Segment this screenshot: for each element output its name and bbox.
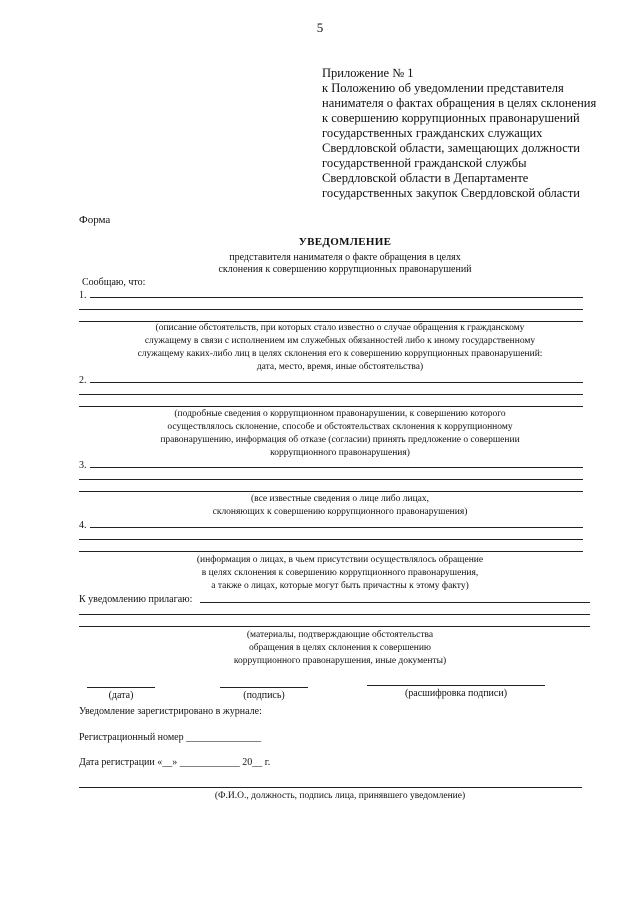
attach-caption: (материалы, подтверждающие обстоятельства <box>246 630 434 640</box>
item-caption: в целях склонения к совершению коррупционного правонарушения, <box>201 568 479 578</box>
item-number: 1. <box>79 290 87 301</box>
input-line <box>79 321 583 322</box>
item-caption: (подробные сведения о коррупционном правонарушении, к совершению которого <box>174 409 506 419</box>
input-line <box>79 626 590 627</box>
item-number: 3. <box>79 460 87 471</box>
appendix-line: государственной гражданской службы <box>322 156 527 170</box>
attach-label: К уведомлению прилагаю: <box>79 594 193 605</box>
document-title: УВЕДОМЛЕНИЕ <box>298 236 392 248</box>
page-number: 5 <box>316 20 324 35</box>
appendix-line: Приложение № 1 <box>322 66 414 80</box>
item-number: 4. <box>79 520 87 531</box>
input-line <box>79 309 583 310</box>
date-caption: (дата) <box>108 690 134 701</box>
date-line <box>87 687 155 688</box>
input-line <box>90 527 583 528</box>
appendix-line: государственных гражданских служащих <box>322 126 543 140</box>
input-line <box>79 491 583 492</box>
item-number: 2. <box>79 375 87 386</box>
input-line <box>79 394 583 395</box>
input-line <box>79 539 583 540</box>
input-line <box>79 551 583 552</box>
sign-caption: (подпись) <box>243 690 285 701</box>
item-caption: (все известные сведения о лице либо лицах, <box>250 494 430 504</box>
appendix-line: Свердловской области в Департаменте <box>322 171 529 185</box>
input-line <box>79 479 583 480</box>
item-caption: служащему в связи с исполнением им служебных обязанностей либо к иному государственному <box>144 336 536 346</box>
input-line <box>90 382 583 383</box>
input-line <box>90 297 583 298</box>
registered-text: Уведомление зарегистрировано в журнале: <box>79 706 262 717</box>
input-line <box>79 614 590 615</box>
document-subtitle: представителя нанимателя о факте обращения в целях <box>229 252 461 263</box>
appendix-line: к Положению об уведомлении представителя <box>322 81 564 95</box>
fio-caption: (Ф.И.О., должность, подпись лица, принявшего уведомление) <box>214 791 466 801</box>
intro-text: Сообщаю, что: <box>82 277 146 288</box>
document-subtitle: склонения к совершению коррупционных правонарушений <box>218 264 472 275</box>
item-caption: дата, место, время, иные обстоятельства) <box>256 362 424 372</box>
appendix-line: к совершению коррупционных правонарушений <box>322 111 580 125</box>
input-line <box>90 467 583 468</box>
attach-caption: обращения в целях склонения к совершению <box>248 643 432 653</box>
input-line <box>79 406 583 407</box>
attach-caption: коррупционного правонарушения, иные документы) <box>233 656 447 666</box>
reg-date: Дата регистрации «__» ____________ 20__ г. <box>79 757 271 768</box>
fio-line <box>79 787 582 788</box>
form-label: Форма <box>79 214 111 226</box>
sign-line <box>220 687 308 688</box>
item-caption: коррупционного правонарушения) <box>270 448 410 458</box>
reg-number: Регистрационный номер _______________ <box>79 732 262 743</box>
decode-line <box>367 685 545 686</box>
item-caption: а также о лицах, которые могут быть причастны к этому факту) <box>211 581 469 591</box>
item-caption: служащему каких-либо лиц в целях склонения его к совершению коррупционных правонарушений: <box>137 349 543 359</box>
item-caption: осуществлялось склонение, способе и обстоятельствах склонения к коррупционному <box>167 422 513 432</box>
item-caption: правонарушению, информация об отказе (согласии) принять предложение о совершении <box>160 435 520 445</box>
appendix-line: Свердловской области, замещающих должности <box>322 141 580 155</box>
decode-caption: (расшифровка подписи) <box>404 688 508 699</box>
input-line <box>200 602 590 603</box>
appendix-line: нанимателя о фактах обращения в целях склонения <box>322 96 597 110</box>
item-caption: (описание обстоятельств, при которых стало известно о случае обращения к гражданскому <box>155 323 525 333</box>
item-caption: (информация о лицах, в чьем присутствии осуществлялось обращение <box>196 555 484 565</box>
item-caption: склоняющих к совершению коррупционного правонарушения) <box>212 507 468 517</box>
appendix-line: государственных закупок Свердловской области <box>322 186 581 200</box>
